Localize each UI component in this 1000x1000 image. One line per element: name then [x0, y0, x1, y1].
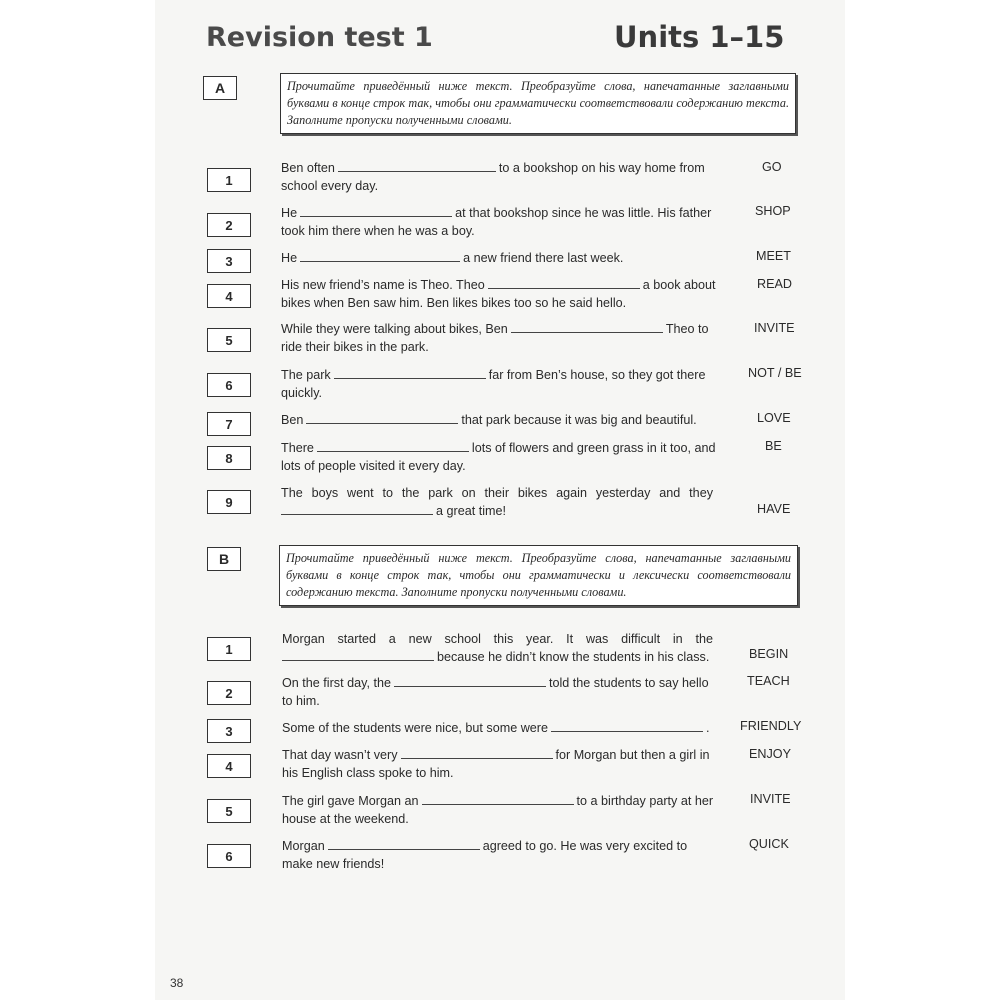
keyword: FRIENDLY: [740, 719, 802, 733]
keyword: INVITE: [754, 321, 795, 335]
units-title: Units 1–15: [614, 20, 785, 54]
item-number: 4: [207, 754, 251, 778]
section-a-label: A: [203, 76, 237, 100]
keyword: BE: [765, 439, 782, 453]
item-number: 4: [207, 284, 251, 308]
answer-blank[interactable]: [300, 204, 452, 217]
answer-blank[interactable]: [338, 159, 496, 172]
answer-blank[interactable]: [282, 648, 434, 661]
section-a-instruction: Прочитайте приведённый ниже текст. Преобразуйте слова, напечатанные заглавными буквами в конце строк так, чтобы они грамматически соответствовали содержанию текста. Заполните пропуски полученными словами.: [280, 73, 796, 134]
keyword: HAVE: [757, 502, 791, 516]
question-text: He at that bookshop since he was little. His father took him there when he was a boy.: [281, 206, 712, 238]
question-text: Some of the students were nice, but some were .: [282, 721, 710, 735]
answer-blank[interactable]: [551, 719, 703, 732]
question-text: Morgan started a new school this year. It was difficult in the because he didn’t know the students in his class.: [282, 632, 713, 664]
keyword: MEET: [756, 249, 791, 263]
item-number: 8: [207, 446, 251, 470]
page-number: 38: [170, 976, 184, 990]
keyword: ENJOY: [749, 747, 791, 761]
item-number: 3: [207, 249, 251, 273]
answer-blank[interactable]: [401, 746, 553, 759]
keyword: TEACH: [747, 674, 790, 688]
item-number: 2: [207, 681, 251, 705]
section-b-label: B: [207, 547, 241, 571]
item-number: 1: [207, 637, 251, 661]
question-text: Ben that park because it was big and beautiful.: [281, 413, 697, 427]
item-number: 3: [207, 719, 251, 743]
question-text: The park far from Ben’s house, so they got there quickly.: [281, 368, 706, 400]
answer-blank[interactable]: [488, 276, 640, 289]
item-number: 6: [207, 373, 251, 397]
item-number: 1: [207, 168, 251, 192]
item-number: 2: [207, 213, 251, 237]
keyword: NOT / BE: [748, 366, 802, 380]
question-text: The girl gave Morgan an to a birthday party at her house at the weekend.: [282, 794, 714, 826]
answer-blank[interactable]: [511, 320, 663, 333]
answer-blank[interactable]: [422, 792, 574, 805]
answer-blank[interactable]: [300, 249, 460, 262]
question-text: On the first day, the told the students to say hello to him.: [282, 676, 709, 708]
page-title: Revision test 1: [206, 22, 433, 53]
question-text: That day wasn’t very for Morgan but then a girl in his English class spoke to him.: [282, 748, 710, 780]
item-number: 5: [207, 328, 251, 352]
answer-blank[interactable]: [394, 674, 546, 687]
keyword: GO: [762, 160, 782, 174]
section-b-instruction: Прочитайте приведённый ниже текст. Преобразуйте слова, напечатанные заглавными буквами в конце строк так, чтобы они грамматически и лексически соответствовали содержанию текста. Заполните пропуски полученными словами.: [279, 545, 798, 606]
keyword: INVITE: [750, 792, 791, 806]
question-text: His new friend’s name is Theo. Theo a book about bikes when Ben saw him. Ben likes bikes too so he said hello.: [281, 278, 716, 310]
item-number: 5: [207, 799, 251, 823]
item-number: 9: [207, 490, 251, 514]
question-text: Ben often to a bookshop on his way home from school every day.: [281, 161, 705, 193]
question-text: Morgan agreed to go. He was very excited to make new friends!: [282, 839, 688, 871]
answer-blank[interactable]: [281, 502, 433, 515]
item-number: 6: [207, 844, 251, 868]
item-number: 7: [207, 412, 251, 436]
keyword: READ: [757, 277, 792, 291]
answer-blank[interactable]: [306, 411, 458, 424]
keyword: QUICK: [749, 837, 789, 851]
keyword: LOVE: [757, 411, 791, 425]
answer-blank[interactable]: [317, 439, 469, 452]
keyword: SHOP: [755, 204, 791, 218]
question-text: The boys went to the park on their bikes again yesterday and they a great time!: [281, 486, 713, 518]
answer-blank[interactable]: [334, 366, 486, 379]
question-text: There lots of flowers and green grass in it too, and lots of people visited it every day.: [281, 441, 716, 473]
question-text: While they were talking about bikes, Ben Theo to ride their bikes in the park.: [281, 322, 709, 354]
keyword: BEGIN: [749, 647, 789, 661]
question-text: He a new friend there last week.: [281, 251, 624, 265]
answer-blank[interactable]: [328, 837, 480, 850]
